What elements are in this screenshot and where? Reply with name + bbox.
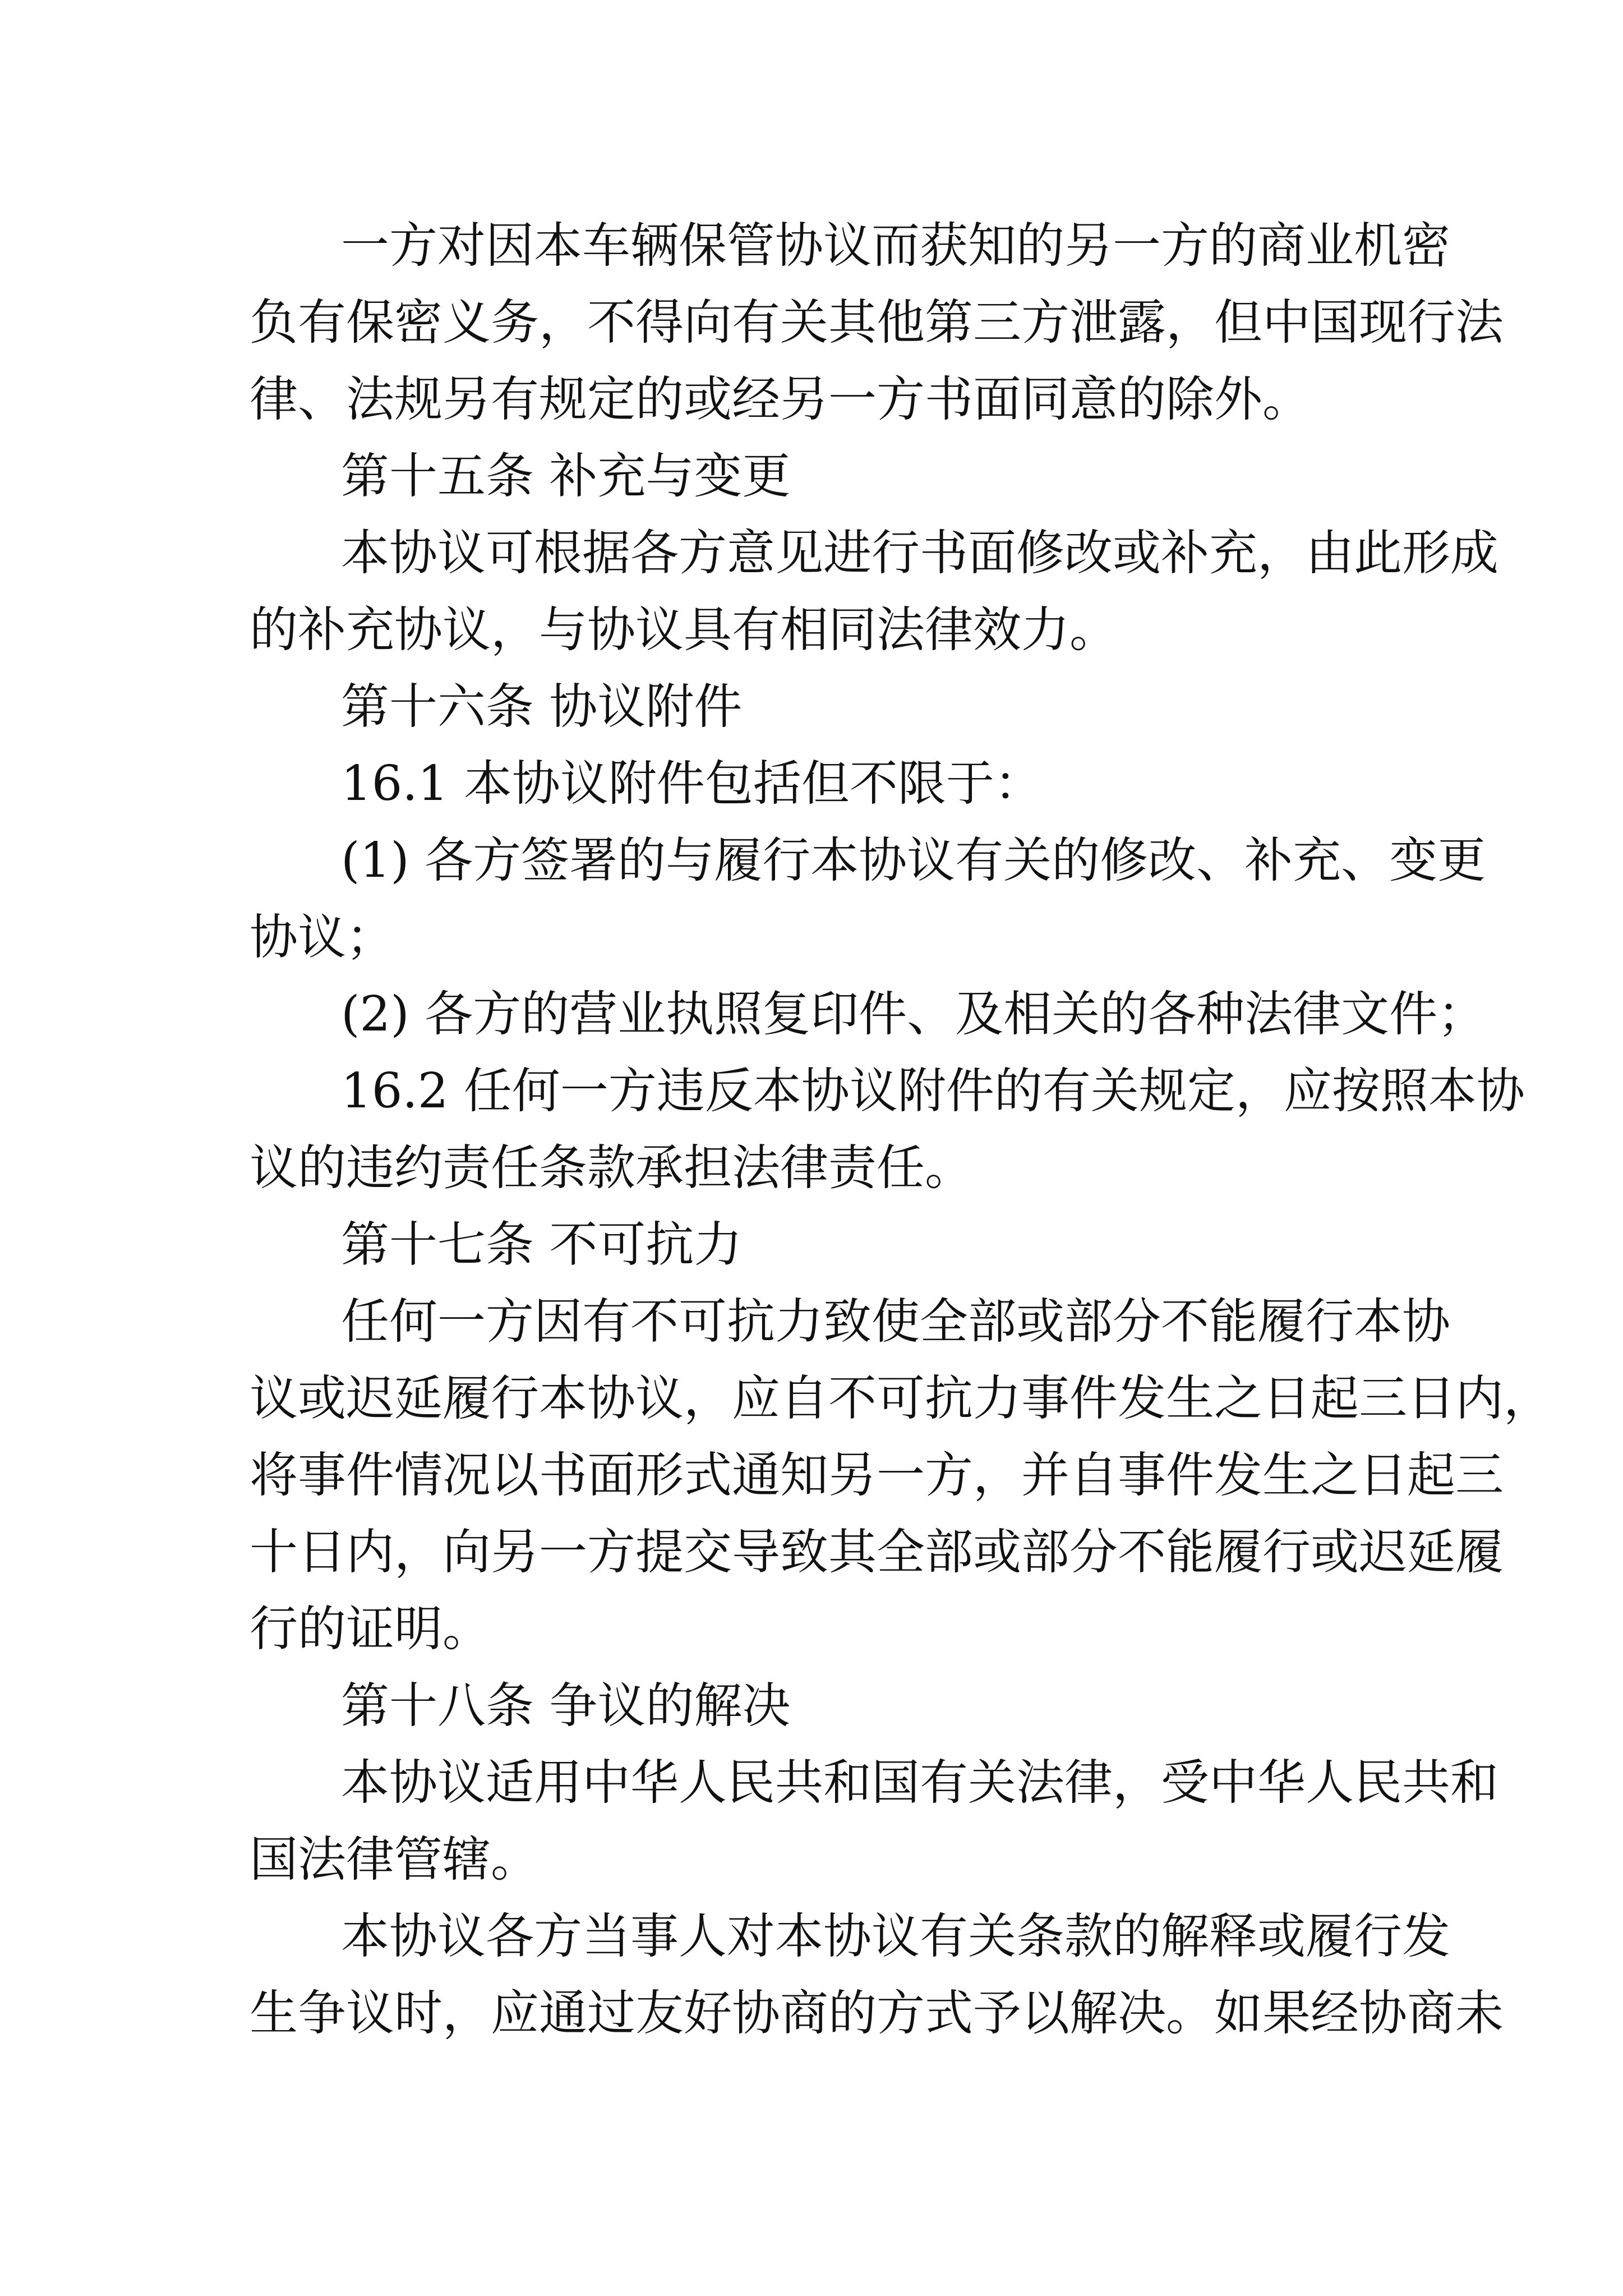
body-text-line: 议或迟延履行本协议，应自不可抗力事件发生之日起三日内，: [250, 1370, 1552, 1427]
body-text-line: 十日内，向另一方提交导致其全部或部分不能履行或迟延履: [250, 1524, 1504, 1580]
body-text-line: 的补充协议，与协议具有相同法律效力。: [250, 602, 1118, 658]
section-heading-16: 第十六条 协议附件: [341, 679, 743, 735]
body-text-line: 律、法规另有规定的或经另一方书面同意的除外。: [250, 371, 1311, 427]
body-text-line: 议的违约责任条款承担法律责任。: [250, 1140, 973, 1196]
clause-16-1: 16.1 本协议附件包括但不限于：: [341, 756, 1043, 812]
body-text-line: 本协议各方当事人对本协议有关条款的解释或履行发: [341, 1908, 1450, 1964]
body-text-line: 一方对因本车辆保管协议而获知的另一方的商业机密: [341, 218, 1450, 274]
body-text-line: 本协议可根据各方意见进行书面修改或补充，由此形成: [341, 525, 1498, 581]
body-text-line: 本协议适用中华人民共和国有关法律，受中华人民共和: [341, 1755, 1498, 1811]
clause-16-2: 16.2 任何一方违反本协议附件的有关规定，应按照本协: [341, 1063, 1525, 1119]
body-text-line: 负有保密义务，不得向有关其他第三方泄露，但中国现行法: [250, 295, 1504, 351]
body-text-line: 行的证明。: [250, 1601, 491, 1657]
body-text-line: 国法律管辖。: [250, 1832, 539, 1888]
section-heading-15: 第十五条 补充与变更: [341, 448, 791, 504]
body-text-line: 生争议时，应通过友好协商的方式予以解决。如果经协商未: [250, 1985, 1504, 2041]
list-item-1: (1) 各方签署的与履行本协议有关的修改、补充、变更: [341, 832, 1486, 889]
list-item-2: (2) 各方的营业执照复印件、及相关的各种法律文件；: [341, 986, 1486, 1042]
body-text-line: 任何一方因有不可抗力致使全部或部分不能履行本协: [341, 1294, 1450, 1350]
section-heading-18: 第十八条 争议的解决: [341, 1678, 791, 1734]
section-heading-17: 第十七条 不可抗力: [341, 1217, 743, 1273]
body-text-line: 协议；: [250, 909, 394, 965]
body-text-line: 将事件情况以书面形式通知另一方，并自事件发生之日起三: [250, 1447, 1504, 1503]
